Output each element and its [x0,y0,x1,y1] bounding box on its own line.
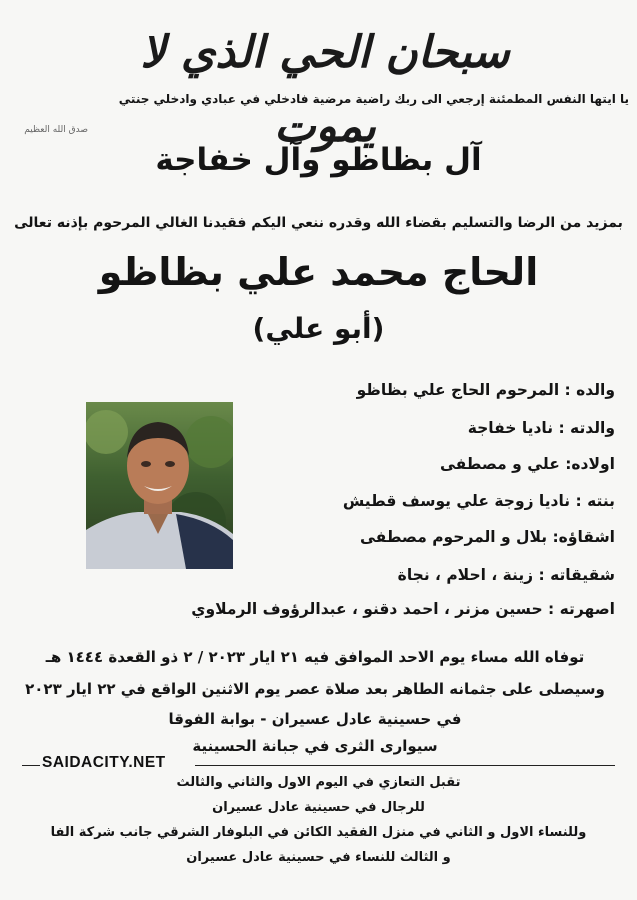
burial-place: سيوارى الثرى في جبانة الحسينية [192,737,438,755]
condolence-women-third-day: و الثالث للنساء في حسينية عادل عسيران [186,850,451,865]
relative-brothers: اشقاؤه: بلال و المرحوم مصطفى [360,528,615,546]
death-date: توفاه الله مساء يوم الاحد الموافق فيه ٢١ ايار ٢٠٢٣ / ٢ ذو القعدة ١٤٤٤ هـ [45,648,585,666]
portrait-illustration [86,402,233,569]
quran-verse: يا ايتها النفس المطمئنة إرجعي الى ربك راضية مرضية فادخلي في عبادي وادخلي جنتي [118,92,629,106]
deceased-photo [86,402,233,569]
deceased-name: الحاج محمد علي بظاظو [98,250,539,294]
relative-in-laws: اصهرته : حسين مزنر ، احمد دقنو ، عبدالرؤوف الرملاوي [191,600,615,618]
relative-father: والده : المرحوم الحاج علي بظاظو [356,381,615,399]
deceased-nickname: (أبو علي) [252,312,385,345]
relative-daughter: بنته : ناديا زوجة علي يوسف قطيش [342,492,615,510]
relative-sons: اولاده: علي و مصطفى [439,455,615,473]
announcement-intro: بمزيد من الرضا والتسليم بقضاء الله وقدره ننعي اليكم فقيدنا الغالي المرحوم بإذنه تعالى [14,215,623,231]
calligraphy-header: سبحان الحي الذي لا يموت [140,27,510,152]
condolence-women: وللنساء الاول و الثاني في منزل الفقيد الكائن في البلوفار الشرقي جانب شركة الفا [50,825,587,840]
funeral-place: في حسينية عادل عسيران - بوابة الفوقا [168,710,462,728]
site-watermark: SAIDACITY.NET [42,754,166,771]
verse-attribution: صدق الله العظيم [24,125,88,135]
funeral-prayer: وسيصلى على جثمانه الطاهر بعد صلاة عصر يوم الاثنين الواقع في ٢٢ ايار ٢٠٢٣ [25,680,605,698]
condolence-days: تقبل التعازي في اليوم الاول والثاني والثالث [176,775,461,790]
relative-sisters: شقيقاته : زينة ، احلام ، نجاة [397,566,615,584]
relative-mother: والدته : ناديا خفاجة [467,419,615,437]
divider-left [22,765,40,766]
condolence-men: للرجال في حسينية عادل عسيران [212,800,425,815]
divider-right [195,765,615,766]
families-title: آل بظاظو وآل خفاجة [155,142,482,178]
